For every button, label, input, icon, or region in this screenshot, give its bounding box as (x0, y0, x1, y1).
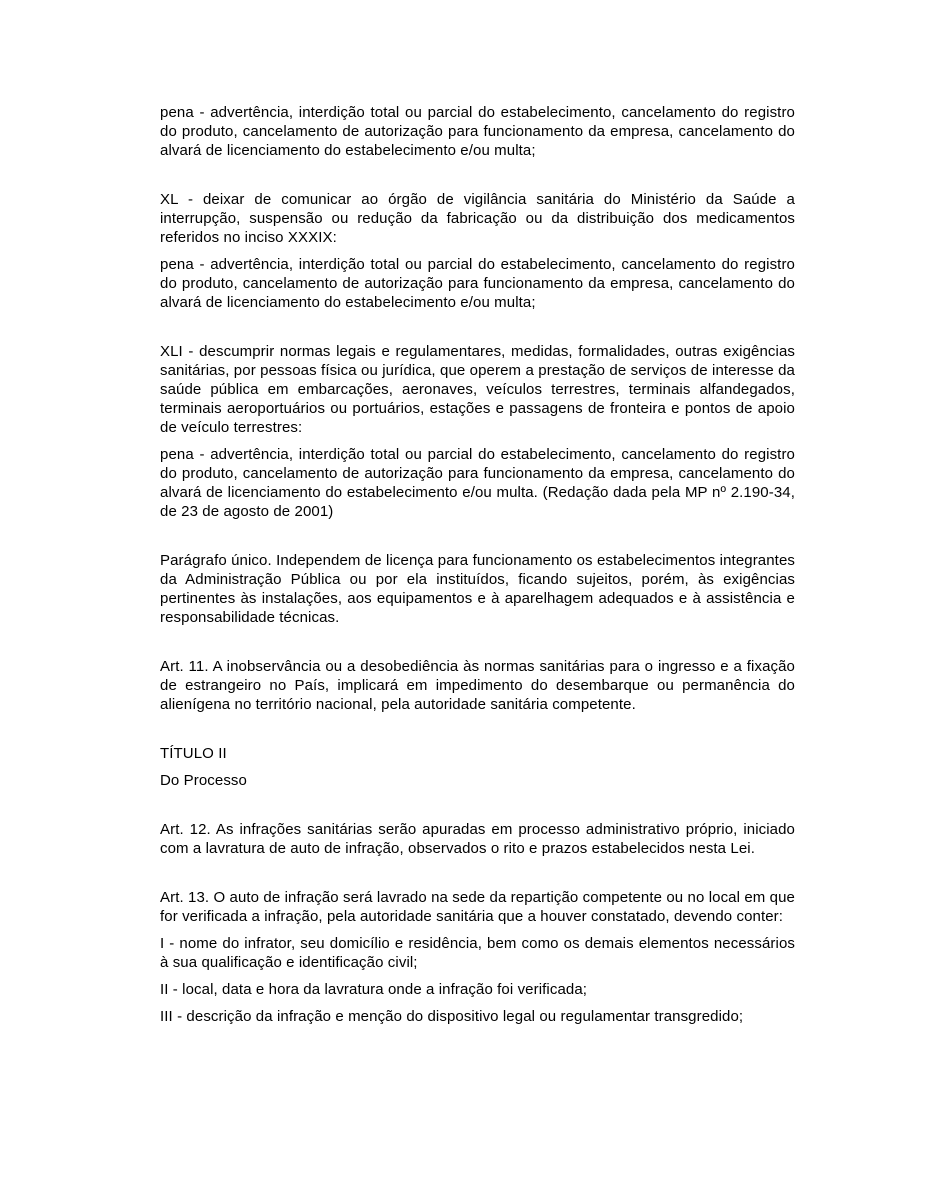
paragraph-pena-3: pena - advertência, interdição total ou parcial do estabelecimento, cancelamento do registro do produto, cancelamento de autorização para funcionamento da empresa, cancelamento do alvará de licenciamento do estabelecimento e/ou multa. (Redação dada pela MP nº 2.190-34, de 23 de agosto de 2001) (160, 446, 795, 520)
paragraph-item-ii: II - local, data e hora da lavratura onde a infração foi verificada; (160, 981, 588, 998)
paragraph-item-i: I - nome do infrator, seu domicílio e residência, bem como os demais elementos necessários à sua qualificação e identificação civil; (160, 935, 795, 971)
heading-do-processo: Do Processo (160, 772, 247, 789)
paragraph-art-13: Art. 13. O auto de infração será lavrado na sede da repartição competente ou no local em que for verificada a infração, pela autoridade sanitária que a houver constatado, devendo conter: (160, 889, 795, 925)
heading-titulo-ii: TÍTULO II (160, 745, 227, 762)
paragraph-paragrafo-unico: Parágrafo único. Independem de licença para funcionamento os estabelecimentos integrantes da Administração Pública ou por ela instituídos, ficando sujeitos, porém, às exigências pertinentes às instalações, aos equipamentos e à aparelhagem adequados e à assistência e responsabilidade técnicas. (160, 552, 795, 626)
paragraph-inciso-xli: XLI - descumprir normas legais e regulamentares, medidas, formalidades, outras exigências sanitárias, por pessoas física ou jurídica, que operem a prestação de serviços de interesse da saúde pública em embarcações, aeronaves, veículos terrestres, terminais alfandegados, terminais aeroportuários ou portuários, estações e passagens de fronteira e pontos de apoio de veículo terrestres: (160, 343, 795, 436)
paragraph-art-12: Art. 12. As infrações sanitárias serão apuradas em processo administrativo próprio, iniciado com a lavratura de auto de infração, observados o rito e prazos estabelecidos nesta Lei. (160, 821, 795, 857)
paragraph-item-iii: III - descrição da infração e menção do dispositivo legal ou regulamentar transgredido; (160, 1008, 744, 1025)
paragraph-inciso-xl: XL - deixar de comunicar ao órgão de vigilância sanitária do Ministério da Saúde a interrupção, suspensão ou redução da fabricação ou da distribuição dos medicamentos referidos no inciso XXXIX: (160, 191, 795, 246)
paragraph-pena-2: pena - advertência, interdição total ou parcial do estabelecimento, cancelamento do registro do produto, cancelamento de autorização para funcionamento da empresa, cancelamento do alvará de licenciamento do estabelecimento e/ou multa; (160, 256, 795, 311)
paragraph-art-11: Art. 11. A inobservância ou a desobediência às normas sanitárias para o ingresso e a fixação de estrangeiro no País, implicará em impedimento do desembarque ou permanência do alienígena no território nacional, pela autoridade sanitária competente. (160, 658, 795, 713)
paragraph-pena-1: pena - advertência, interdição total ou parcial do estabelecimento, cancelamento do registro do produto, cancelamento de autorização para funcionamento da empresa, cancelamento do alvará de licenciamento do estabelecimento e/ou multa; (160, 104, 795, 159)
